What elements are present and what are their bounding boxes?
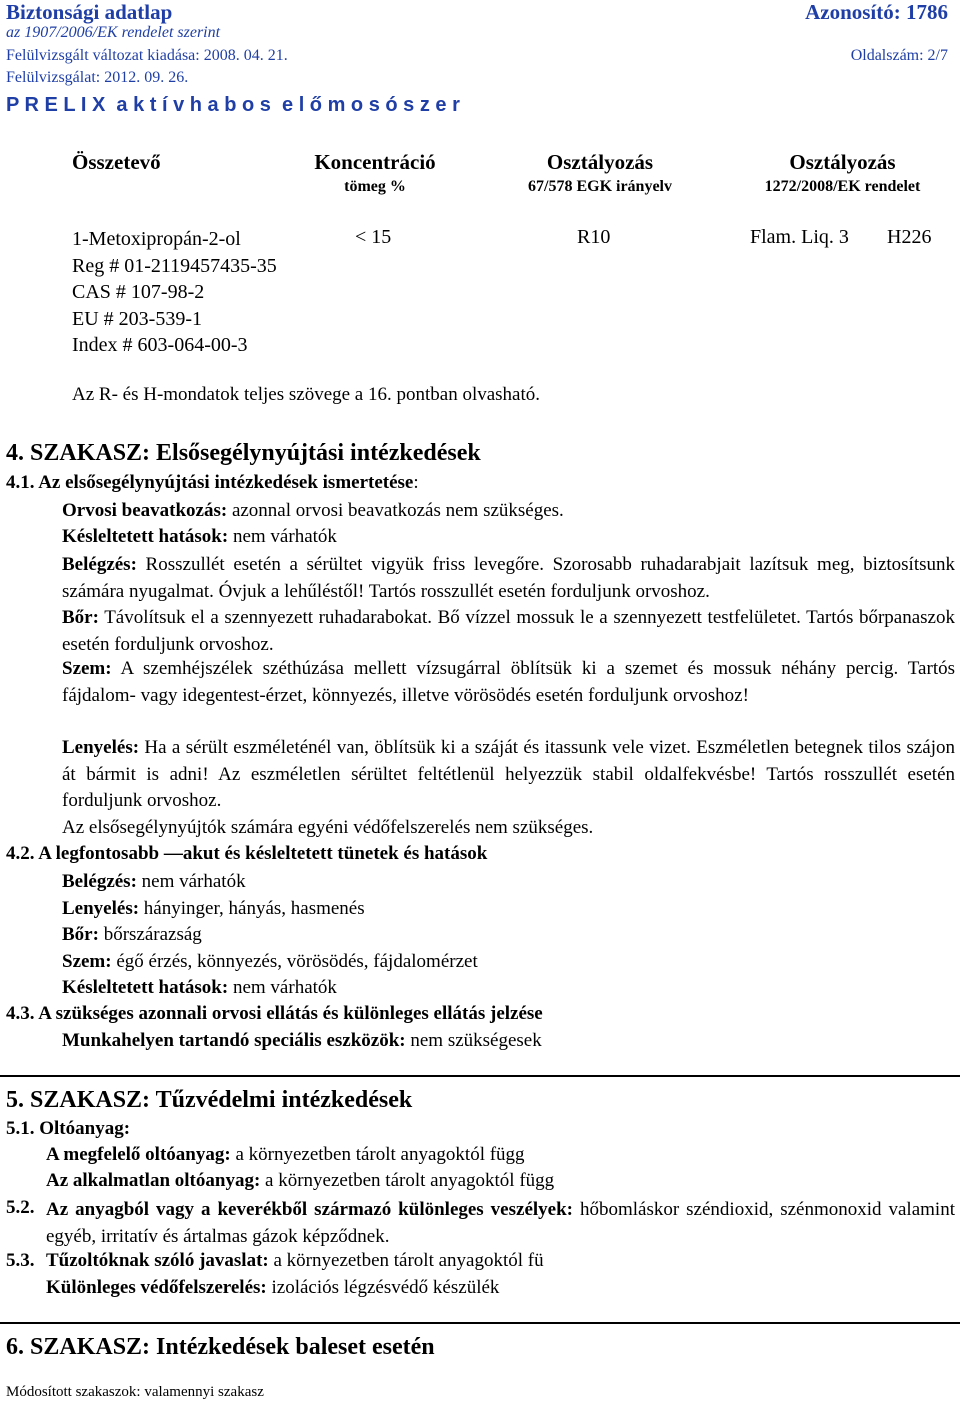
symptom-delayed — [62, 975, 478, 1002]
revision-date: Felülvizsgálat: 2012. 09. 26. — [6, 69, 189, 86]
document-title: Biztonsági adatlap — [6, 0, 173, 24]
component-clp-class: Flam. Liq. 3 — [750, 226, 849, 248]
component-eu: EU # 203-539-1 — [72, 307, 202, 330]
col-concentration-unit: tömeg % — [344, 178, 406, 195]
symptom-text: nem várhatók — [228, 977, 337, 998]
delayed-label: Késleltetett hatások: — [62, 526, 229, 547]
inhalation-label: Belégzés: — [62, 554, 137, 575]
firefighter-advice-text: a környezetben tárolt anyagoktól fü — [268, 1250, 544, 1271]
delayed-paragraph — [62, 524, 955, 551]
regulation-reference: az 1907/2006/EK rendelet szerint — [6, 24, 221, 41]
component-identifiers — [72, 226, 277, 359]
symptom-text: nem várhatók — [136, 871, 246, 892]
eye-paragraph — [62, 656, 955, 709]
special-hazards-text: hőbomláskor széndioxid, szénmonoxid valamint egyéb, irritatív és ártalmas gázok képződnek. — [46, 1199, 955, 1247]
page-number: Oldalszám: 2/7 — [850, 47, 948, 64]
symptom-skin — [62, 922, 478, 949]
suitable-extinguisher-label: A megfelelő oltóanyag: — [46, 1144, 231, 1165]
special-hazards-label: Az anyagból vagy a keverékből származó különleges veszélyek: — [46, 1199, 573, 1220]
product-name: P R E L I X a k t í v h a b o s e l ő m o s ó s z e r — [6, 94, 460, 116]
eye-label: Szem: — [62, 658, 112, 679]
medical-text: azonnal orvosi beavatkozás nem szükséges. — [227, 500, 564, 521]
col-dsd-sub: 67/578 EGK irányelv — [528, 178, 672, 195]
firefighter-advice-label: Tűzoltóknak szóló javaslat: — [46, 1250, 269, 1271]
special-ppe-label: Különleges védőfelszerelés: — [46, 1277, 267, 1298]
symptom-inhalation — [62, 869, 478, 896]
ingestion-text: Ha a sérült eszméleténél van, öblítsük ki a száját és itassunk vele vizet. Eszméletlen betegnek tilos szájon át bármit is adni! Az eszméletlen sérültet feltétlenül helyezzük stabil oldalfekvésbe! Tartós rosszullét esetén forduljunk orvoshoz. — [62, 737, 955, 811]
ingestion-paragraph — [62, 735, 955, 815]
component-clp-h: H226 — [887, 226, 932, 248]
col-dsd-header: Osztályozás — [546, 150, 654, 174]
col-clp-header: Osztályozás — [789, 150, 896, 174]
section-4-3-title: 4.3. A szükséges azonnali orvosi ellátás és különleges ellátás jelzése — [6, 1003, 543, 1024]
special-ppe-text: izolációs légzésvédő készülék — [266, 1277, 500, 1298]
symptom-text: hányinger, hányás, hasmenés — [139, 897, 365, 919]
section-4-1-colon: : — [413, 472, 419, 493]
section-divider — [0, 1322, 960, 1324]
special-ppe — [46, 1277, 499, 1299]
delayed-text: nem várhatók — [228, 526, 337, 547]
unsuitable-extinguisher-label: Az alkalmatlan oltóanyag: — [46, 1170, 261, 1191]
firefighter-advice — [46, 1250, 544, 1272]
suitable-extinguisher-text: a környezetben tárolt anyagoktól függ — [230, 1144, 525, 1165]
ingestion-label: Lenyelés: — [62, 737, 140, 758]
eye-text: A szemhéjszélek széthúzása mellett vízsugárral öblítsük ki a szemet és mossuk néhány percig. Tartós fájdalom- vagy idegentest-érzet, könnyezés, illetve vörösödés esetén forduljunk orvoshoz! — [62, 658, 955, 706]
workplace-equipment-text: nem szükségesek — [405, 1030, 542, 1051]
section-5-title: 5. SZAKASZ: Tűzvédelmi intézkedések — [6, 1087, 413, 1113]
component-cas: CAS # 107-98-2 — [72, 281, 205, 303]
medical-paragraph — [62, 498, 955, 525]
col-clp-sub: 1272/2008/EK rendelet — [764, 178, 921, 195]
section-4-2-title: 4.2. A legfontosabb —akut és késleltetett tünetek és hatások — [6, 843, 488, 864]
first-aider-ppe: Az elsősegélynyújtók számára egyéni védőfelszerelés nem szükséges. — [62, 817, 594, 838]
suitable-extinguisher — [46, 1144, 525, 1166]
workplace-equipment — [62, 1030, 542, 1052]
section-4-1-title-text: 4.1. Az elsősegélynyújtási intézkedések ismertetése — [6, 472, 414, 493]
document-id: Azonosító: 1786 — [805, 0, 948, 24]
symptom-eye — [62, 949, 478, 976]
symptom-label: Késleltetett hatások: — [62, 977, 229, 998]
composition-note: Az R- és H-mondatok teljes szövege a 16. pontban olvasható. — [72, 384, 541, 405]
symptom-label: Lenyelés: — [62, 897, 140, 919]
component-name: 1-Metoxipropán-2-ol — [72, 228, 241, 250]
component-index: Index # 603-064-00-3 — [72, 334, 248, 356]
section-5-1-title: 5.1. Oltóanyag: — [6, 1118, 131, 1139]
section-4-1-title — [6, 472, 419, 494]
symptom-label: Belégzés: — [62, 871, 137, 892]
symptom-text: égő érzés, könnyezés, vörösödés, fájdalomérzet — [111, 950, 478, 972]
component-dsd-class: R10 — [577, 226, 611, 248]
inhalation-paragraph — [62, 552, 955, 605]
unsuitable-extinguisher — [46, 1170, 554, 1192]
unsuitable-extinguisher-text: a környezetben tárolt anyagoktól függ — [260, 1170, 555, 1191]
skin-paragraph — [62, 605, 955, 658]
col-component-header: Összetevő — [72, 150, 161, 174]
skin-text: Távolítsuk el a szennyezett ruhadarabokat. Bő vízzel mossuk le a szennyezett testfelületet. Tartós bőrpanaszok esetén forduljunk orvoshoz. — [62, 607, 955, 655]
footer-modified-sections: Módosított szakaszok: valamennyi szakasz — [6, 1384, 264, 1400]
component-reg: Reg # 01-2119457435-35 — [72, 254, 277, 277]
revised-version-date: Felülvizsgált változat kiadása: 2008. 04. 21. — [6, 47, 288, 64]
special-hazards — [46, 1197, 955, 1250]
col-concentration-header: Koncentráció — [314, 150, 436, 174]
section-4-title: 4. SZAKASZ: Elsősegélynyújtási intézkedések — [6, 440, 481, 466]
symptom-label: Bőr: — [62, 924, 99, 945]
skin-label: Bőr: — [62, 607, 99, 628]
inhalation-text: Rosszullét esetén a sérültet vigyük friss levegőre. Szorosabb ruhadarabjait lazítsuk meg, biztosítsunk számára nyugalmat. Óvjuk a lehűléstől! Tartós rosszullét esetén forduljunk orvoshoz. — [62, 554, 955, 602]
section-6-title: 6. SZAKASZ: Intézkedések baleset esetén — [6, 1334, 435, 1360]
symptom-text: bőrszárazság — [98, 924, 202, 945]
section-5-3-number: 5.3. — [6, 1250, 35, 1271]
symptoms-list — [62, 869, 478, 1002]
component-concentration: < 15 — [355, 226, 392, 248]
workplace-equipment-label: Munkahelyen tartandó speciális eszközök: — [62, 1030, 406, 1051]
medical-label: Orvosi beavatkozás: — [62, 500, 228, 521]
section-5-2-number: 5.2. — [6, 1197, 35, 1218]
section-divider — [0, 1075, 960, 1077]
symptom-label: Szem: — [62, 950, 112, 972]
symptom-ingestion — [62, 896, 478, 923]
